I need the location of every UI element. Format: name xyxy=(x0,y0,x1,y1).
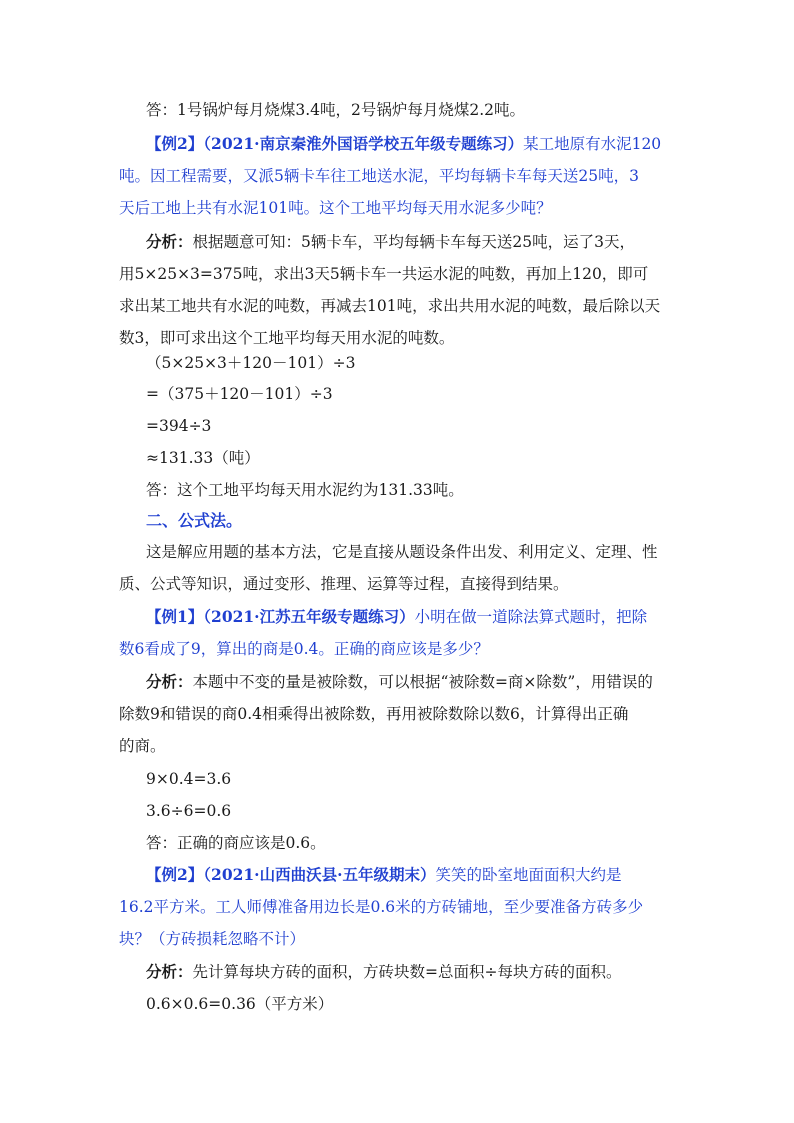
example-heading: 【例1】（2021·江苏五年级专题练习）小明在做一道除法算式题时，把除 xyxy=(146,607,648,626)
example-text: 块？（方砖损耗忽略不计） xyxy=(119,930,306,948)
calc-line: （5×25×3＋120－101）÷3 xyxy=(146,354,356,372)
calc-line: =（375＋120－101）÷3 xyxy=(146,385,333,403)
section-heading: 二、公式法。 xyxy=(146,511,243,530)
analysis-text: 求出某工地共有水泥的吨数，再减去101吨，求出共用水泥的吨数，最后除以天 xyxy=(119,297,661,315)
analysis-text: 数3，即可求出这个工地平均每天用水泥的吨数。 xyxy=(119,329,455,347)
example-heading: 【例2】（2021·山西曲沃县·五年级期末）笑笑的卧室地面面积大约是 xyxy=(146,865,622,884)
analysis-text: 的商。 xyxy=(119,737,166,755)
analysis-line: 分析：根据题意可知：5辆卡车，平均每辆卡车每天送25吨，运了3天， xyxy=(146,232,635,251)
answer-line: 答：1号锅炉每月烧煤3.4吨，2号锅炉每月烧煤2.2吨。 xyxy=(146,101,526,119)
answer-line: 答：这个工地平均每天用水泥约为131.33吨。 xyxy=(146,481,464,499)
analysis-text: 用5×25×3=375吨，求出3天5辆卡车一共运水泥的吨数，再加上120，即可 xyxy=(119,265,649,283)
paragraph-line: 这是解应用题的基本方法，它是直接从题设条件出发、利用定义、定理、性 xyxy=(146,543,658,561)
answer-line: 答：正确的商应该是0.6。 xyxy=(146,834,326,852)
example-text: 数6看成了9，算出的商是0.4。正确的商应该是多少？ xyxy=(119,640,489,658)
calc-line: 3.6÷6=0.6 xyxy=(146,802,232,820)
example-text: 16.2平方米。工人师傅准备用边长是0.6米的方砖铺地，至少要准备方砖多少 xyxy=(119,898,644,916)
calc-line: ≈131.33（吨） xyxy=(146,449,260,467)
example-heading: 【例2】（2021·南京秦淮外国语学校五年级专题练习）某工地原有水泥120 xyxy=(146,134,662,153)
analysis-text: 除数9和错误的商0.4相乘得出被除数，再用被除数除以数6，计算得出正确 xyxy=(119,705,629,723)
analysis-line: 分析：本题中不变的量是被除数，可以根据“被除数=商×除数”，用错误的 xyxy=(146,672,653,691)
calc-line: 0.6×0.6=0.36（平方米） xyxy=(146,995,334,1013)
calc-line: 9×0.4=3.6 xyxy=(146,770,232,788)
analysis-line: 分析：先计算每块方砖的面积，方砖块数=总面积÷每块方砖的面积。 xyxy=(146,962,622,981)
example-text: 天后工地上共有水泥101吨。这个工地平均每天用水泥多少吨？ xyxy=(119,199,552,217)
example-text: 吨。因工程需要，又派5辆卡车往工地送水泥，平均每辆卡车每天送25吨，3 xyxy=(119,167,639,185)
calc-line: =394÷3 xyxy=(146,417,212,435)
paragraph-line: 质、公式等知识，通过变形、推理、运算等过程，直接得到结果。 xyxy=(119,575,569,593)
